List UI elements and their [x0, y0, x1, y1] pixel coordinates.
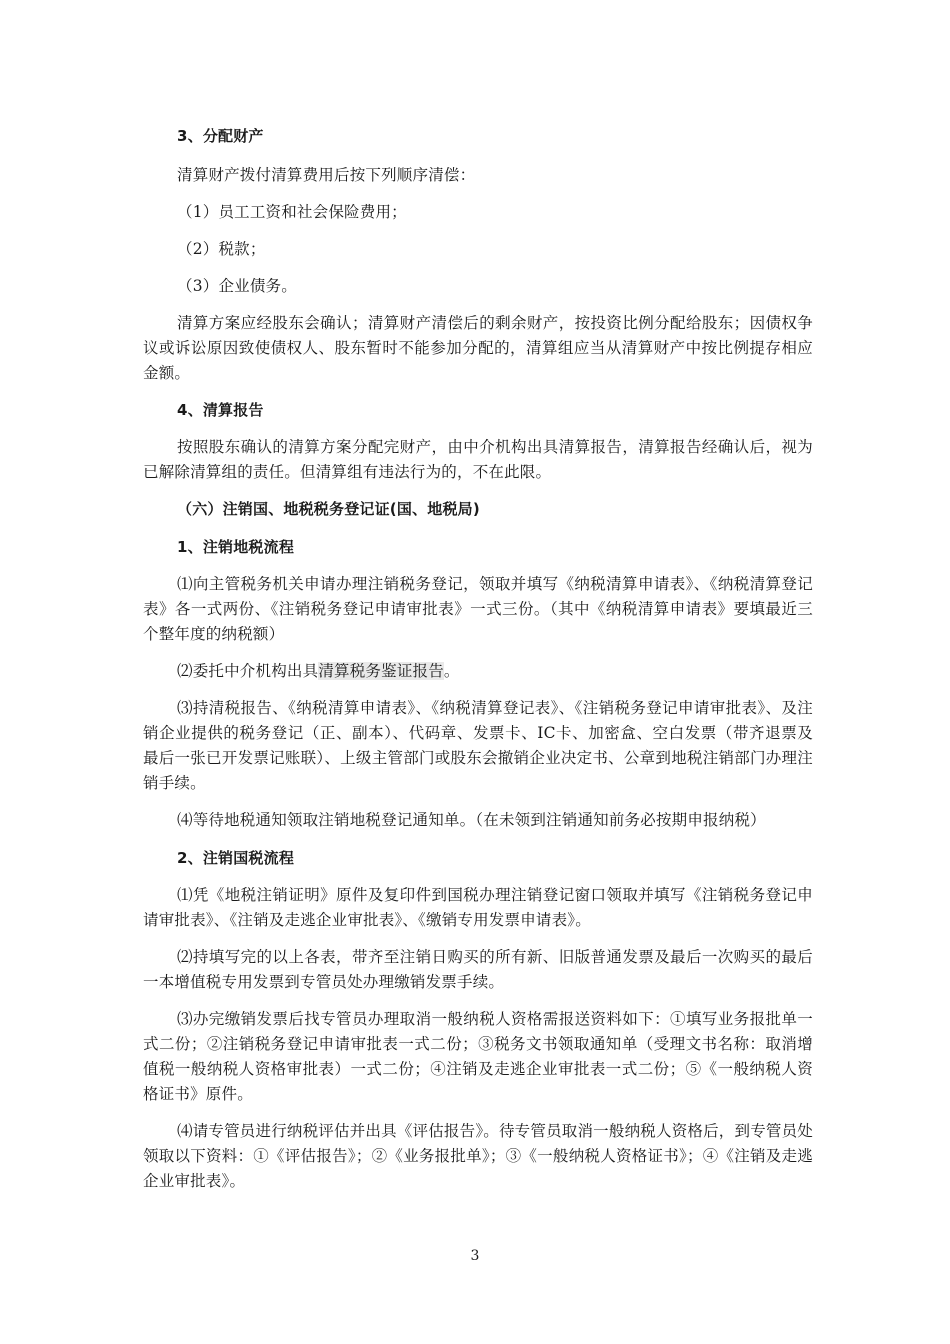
- section-3-item-2: （2）税款；: [177, 240, 266, 258]
- local-tax-item-1: ⑴向主管税务机关申请办理注销税务登记，领取并填写《纳税清算申请表》、《纳税清算登记表》各一式两份、《注销税务登记申请审批表》一式三份。（其中《纳税清算申请表》要填最近三个整年度的纳税额）: [143, 575, 813, 643]
- page-number: 3: [470, 1248, 480, 1264]
- national-tax-item-1: ⑴凭《地税注销证明》原件及复印件到国税办理注销登记窗口领取并填写《注销税务登记申请审批表》、《注销及走逃企业审批表》、《缴销专用发票申请表》。: [143, 886, 813, 929]
- highlighted-text: 清算税务鉴证报告: [318, 662, 444, 680]
- local-tax-item-2-suffix: 。: [443, 662, 460, 680]
- local-tax-heading: 1、注销地税流程: [177, 538, 295, 556]
- section-6-heading: （六）注销国、地税税务登记证(国、地税局): [177, 500, 480, 518]
- section-3-intro: 清算财产拨付清算费用后按下列顺序清偿：: [177, 166, 476, 184]
- local-tax-item-3: ⑶持清税报告、《纳税清算申请表》、《纳税清算登记表》、《注销税务登记申请审批表》、及注销企业提供的税务登记（正、副本）、代码章、发票卡、IC卡、加密盒、空白发票（带齐退票及最后一张已开发票记账联）、上级主管部门或股东会撤销企业决定书、公章到地税注销部门办理注销手续。: [143, 699, 813, 792]
- national-tax-item-3: ⑶办完缴销发票后找专管员办理取消一般纳税人资格需报送资料如下：①填写业务报批单一式二份；②注销税务登记申请审批表一式二份；③税务文书领取通知单（受理文书名称：取消增值税一般纳税人资格审批表）一式二份；④注销及走逃企业审批表一式二份；⑤《一般纳税人资格证书》原件。: [143, 1010, 813, 1103]
- national-tax-item-4: ⑷请专管员进行纳税评估并出具《评估报告》。待专管员取消一般纳税人资格后，到专管员处领取以下资料：①《评估报告》；②《业务报批单》；③《一般纳税人资格证书》；④《注销及走逃企业审批表》。: [143, 1122, 813, 1190]
- local-tax-item-4: ⑷等待地税通知领取注销地税登记通知单。（在未领到注销通知前务必按期申报纳税）: [177, 811, 766, 829]
- local-tax-item-2: [143, 659, 813, 684]
- section-3-item-3: （3）企业债务。: [177, 277, 297, 295]
- national-tax-heading: 2、注销国税流程: [177, 849, 295, 867]
- section-3-item-1: （1）员工工资和社会保险费用；: [177, 203, 407, 221]
- section-3-paragraph: 清算方案应经股东会确认；清算财产清偿后的剩余财产，按投资比例分配给股东；因债权争议或诉讼原因致使债权人、股东暂时不能参加分配的，清算组应当从清算财产中按比例提存相应金额。: [143, 314, 813, 382]
- section-4-paragraph: 按照股东确认的清算方案分配完财产，由中介机构出具清算报告，清算报告经确认后，视为已解除清算组的责任。但清算组有违法行为的，不在此限。: [143, 438, 813, 481]
- national-tax-item-2: ⑵持填写完的以上各表，带齐至注销日购买的所有新、旧版普通发票及最后一次购买的最后一本增值税专用发票到专管员处办理缴销发票手续。: [143, 948, 813, 991]
- section-4-heading: 4、清算报告: [177, 401, 264, 419]
- section-3-heading: 3、分配财产: [177, 127, 264, 145]
- local-tax-item-2-prefix: ⑵委托中介机构出具: [177, 662, 319, 680]
